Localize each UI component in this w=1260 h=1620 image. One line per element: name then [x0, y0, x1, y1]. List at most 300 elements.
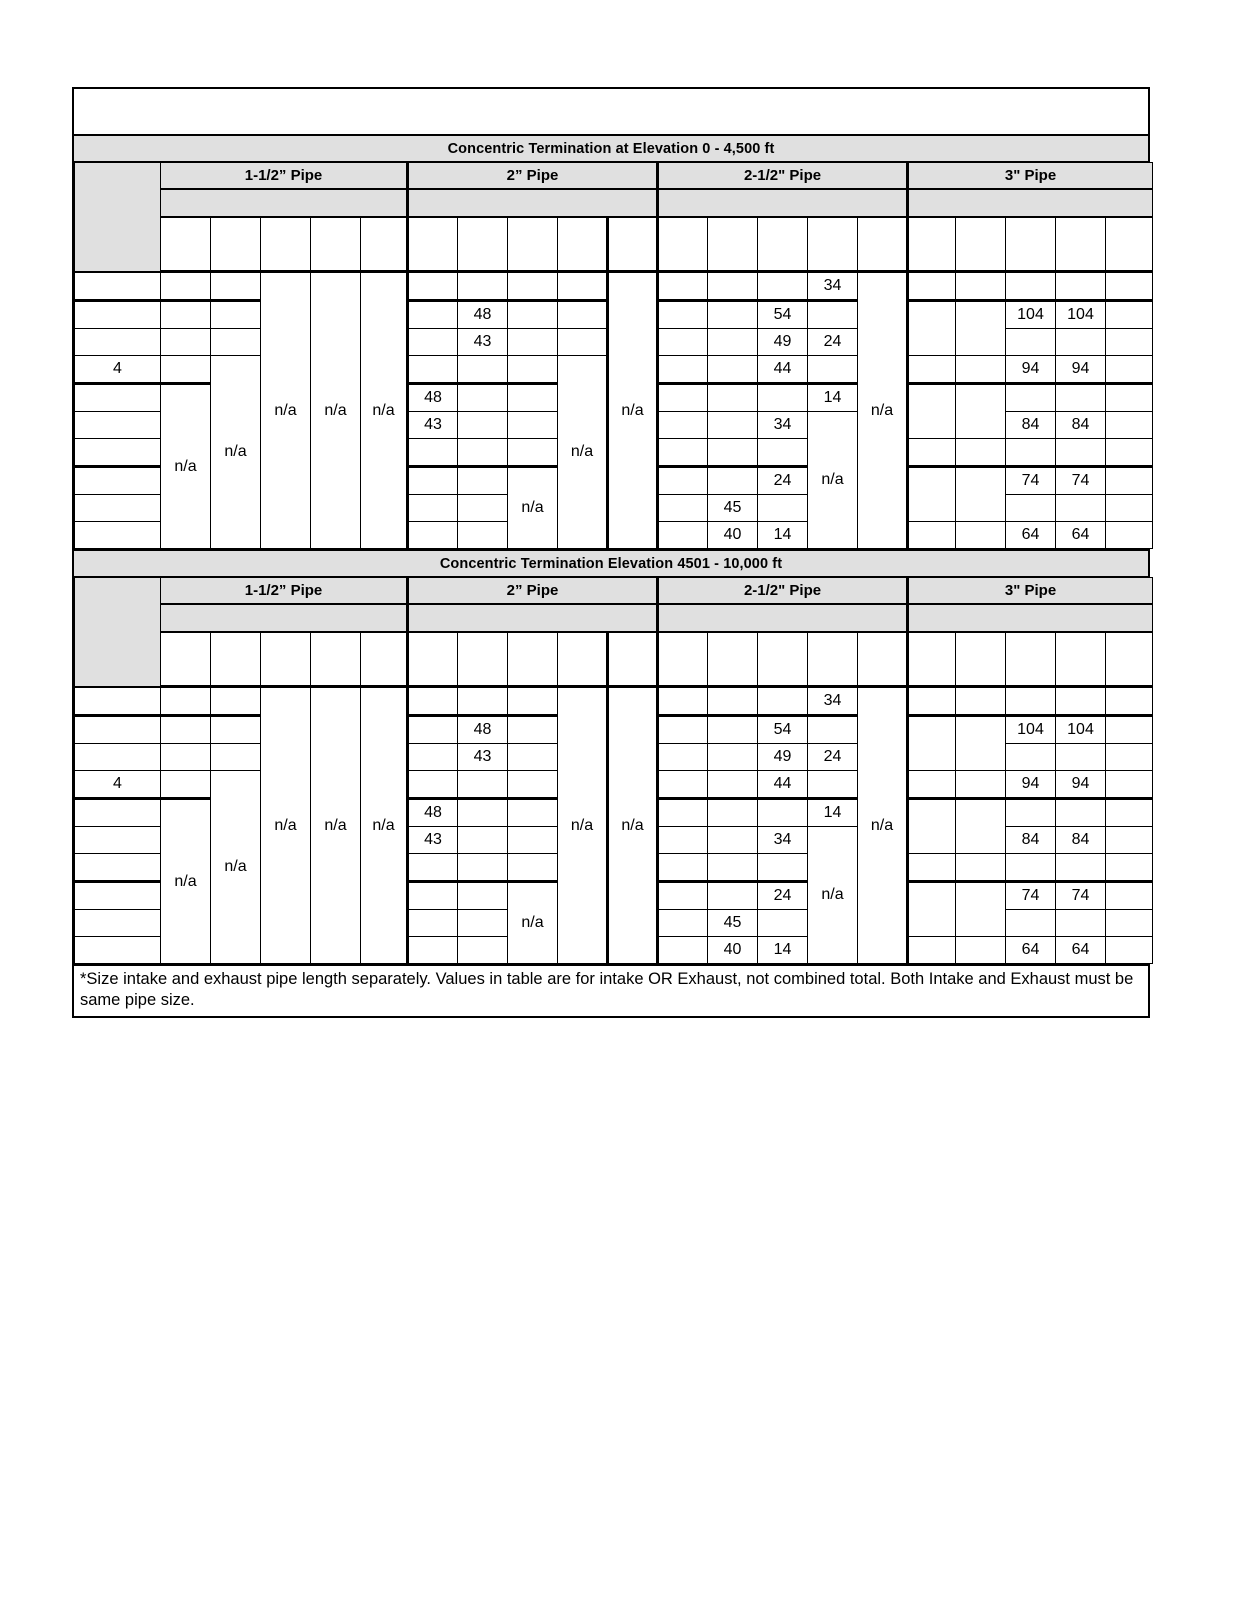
na-cell: n/a — [161, 384, 211, 549]
empty-cell — [75, 384, 161, 412]
empty-cell — [458, 272, 508, 301]
pipe-group-spacer-cell — [908, 189, 1153, 217]
empty-cell — [408, 937, 458, 964]
empty-cell — [75, 522, 161, 549]
empty-cell — [1106, 827, 1153, 854]
value-cell: 14 — [758, 522, 808, 549]
pipe-group-spacer-cell — [658, 189, 908, 217]
column-header-cell — [261, 217, 311, 272]
value-cell: 104 — [1056, 716, 1106, 744]
empty-cell — [508, 799, 558, 827]
value-cell: 49 — [758, 744, 808, 771]
empty-cell — [408, 439, 458, 467]
empty-cell — [658, 687, 708, 716]
empty-cell — [956, 522, 1006, 549]
value-cell: 104 — [1056, 301, 1106, 329]
empty-cell — [808, 716, 858, 744]
empty-cell — [1106, 329, 1153, 356]
pipe-size-header: 2-1/2" Pipe — [658, 578, 908, 605]
na-cell: n/a — [261, 687, 311, 964]
empty-cell — [408, 687, 458, 716]
empty-cell — [1106, 495, 1153, 522]
value-cell: 14 — [808, 384, 858, 412]
column-header-cell — [708, 632, 758, 687]
value-cell: 64 — [1006, 522, 1056, 549]
empty-cell — [708, 827, 758, 854]
empty-cell — [1106, 439, 1153, 467]
empty-cell — [1106, 384, 1153, 412]
empty-cell — [758, 799, 808, 827]
value-cell: 43 — [408, 827, 458, 854]
empty-cell — [708, 854, 758, 882]
column-header-cell — [311, 217, 361, 272]
empty-cell — [1006, 910, 1056, 937]
empty-cell — [1006, 384, 1056, 412]
section-title-elevation-0-4500: Concentric Termination at Elevation 0 - 4,500 ft — [74, 136, 1148, 162]
column-header-cell — [1056, 217, 1106, 272]
column-header-cell — [1006, 632, 1056, 687]
empty-cell — [658, 467, 708, 495]
empty-cell — [708, 356, 758, 384]
empty-cell — [75, 744, 161, 771]
empty-cell — [1106, 799, 1153, 827]
empty-cell — [1056, 799, 1106, 827]
empty-cell — [161, 744, 211, 771]
empty-cell — [161, 687, 211, 716]
value-cell: 49 — [758, 329, 808, 356]
empty-cell — [508, 384, 558, 412]
column-header-cell — [808, 217, 858, 272]
column-header-cell — [311, 632, 361, 687]
empty-cell — [408, 910, 458, 937]
column-header-cell — [608, 217, 658, 272]
column-header-cell — [658, 632, 708, 687]
pipe-group-spacer-cell — [161, 604, 408, 632]
empty-cell — [1106, 412, 1153, 439]
empty-cell — [1056, 744, 1106, 771]
empty-cell — [956, 687, 1006, 716]
na-cell: n/a — [608, 272, 658, 549]
value-cell: 14 — [758, 937, 808, 964]
empty-cell — [708, 882, 758, 910]
empty-cell — [75, 854, 161, 882]
column-header-cell — [161, 217, 211, 272]
termination-grid-elevation-4501-10000 — [74, 577, 1153, 964]
empty-cell — [658, 356, 708, 384]
empty-cell — [458, 384, 508, 412]
na-cell: n/a — [858, 272, 908, 549]
empty-cell — [458, 882, 508, 910]
empty-cell — [458, 495, 508, 522]
empty-cell — [211, 687, 261, 716]
empty-cell — [708, 799, 758, 827]
empty-cell — [908, 384, 956, 439]
column-header-cell — [956, 217, 1006, 272]
empty-cell — [908, 882, 956, 937]
empty-cell — [408, 744, 458, 771]
empty-cell — [908, 301, 956, 356]
na-cell: n/a — [311, 687, 361, 964]
empty-cell — [758, 384, 808, 412]
value-cell: 94 — [1056, 771, 1106, 799]
value-cell: 4 — [75, 356, 161, 384]
empty-cell — [508, 854, 558, 882]
empty-cell — [908, 854, 956, 882]
value-cell: 104 — [1006, 301, 1056, 329]
value-cell: 34 — [758, 827, 808, 854]
pipe-size-header: 2” Pipe — [408, 578, 658, 605]
empty-cell — [161, 329, 211, 356]
empty-cell — [458, 687, 508, 716]
empty-cell — [708, 716, 758, 744]
column-header-cell — [361, 217, 408, 272]
empty-cell — [658, 937, 708, 964]
empty-cell — [458, 937, 508, 964]
value-cell: 40 — [708, 522, 758, 549]
value-cell: 94 — [1006, 356, 1056, 384]
value-cell: 64 — [1006, 937, 1056, 964]
column-header-cell — [408, 632, 458, 687]
column-header-cell — [858, 217, 908, 272]
empty-cell — [211, 272, 261, 301]
column-header-cell — [608, 632, 658, 687]
empty-cell — [1106, 716, 1153, 744]
empty-cell — [75, 882, 161, 910]
na-cell: n/a — [361, 687, 408, 964]
empty-cell — [75, 827, 161, 854]
empty-cell — [75, 439, 161, 467]
empty-cell — [408, 467, 458, 495]
na-cell: n/a — [361, 272, 408, 549]
column-header-cell — [1106, 217, 1153, 272]
termination-grid-elevation-0-4500 — [74, 162, 1153, 549]
column-header-cell — [908, 632, 956, 687]
column-header-cell — [558, 632, 608, 687]
empty-cell — [211, 301, 261, 329]
empty-cell — [211, 744, 261, 771]
empty-cell — [458, 827, 508, 854]
empty-cell — [908, 467, 956, 522]
empty-cell — [758, 272, 808, 301]
empty-cell — [408, 522, 458, 549]
empty-cell — [658, 329, 708, 356]
empty-cell — [508, 716, 558, 744]
na-cell: n/a — [808, 827, 858, 964]
value-cell: 14 — [808, 799, 858, 827]
empty-cell — [908, 272, 956, 301]
empty-cell — [908, 937, 956, 964]
value-cell: 74 — [1006, 882, 1056, 910]
na-cell: n/a — [211, 771, 261, 964]
empty-cell — [75, 937, 161, 964]
empty-cell — [1056, 687, 1106, 716]
empty-cell — [161, 301, 211, 329]
value-cell: 43 — [458, 329, 508, 356]
empty-cell — [956, 272, 1006, 301]
empty-cell — [458, 356, 508, 384]
empty-cell — [908, 716, 956, 771]
empty-cell — [408, 301, 458, 329]
value-cell: 94 — [1056, 356, 1106, 384]
empty-cell — [758, 495, 808, 522]
value-cell: 54 — [758, 301, 808, 329]
empty-cell — [75, 329, 161, 356]
value-cell: 34 — [808, 687, 858, 716]
empty-cell — [75, 799, 161, 827]
empty-cell — [75, 301, 161, 329]
empty-cell — [1056, 272, 1106, 301]
value-cell: 94 — [1006, 771, 1056, 799]
empty-cell — [708, 272, 758, 301]
column-header-cell — [956, 632, 1006, 687]
na-cell: n/a — [858, 687, 908, 964]
empty-cell — [408, 716, 458, 744]
empty-cell — [508, 439, 558, 467]
empty-cell — [508, 412, 558, 439]
value-cell: 48 — [408, 384, 458, 412]
empty-cell — [708, 467, 758, 495]
pipe-group-spacer-cell — [408, 604, 658, 632]
value-cell: 43 — [458, 744, 508, 771]
empty-cell — [408, 495, 458, 522]
empty-cell — [808, 301, 858, 329]
empty-cell — [458, 854, 508, 882]
empty-cell — [458, 467, 508, 495]
empty-cell — [708, 771, 758, 799]
column-header-cell — [758, 217, 808, 272]
empty-cell — [1106, 882, 1153, 910]
na-cell: n/a — [261, 272, 311, 549]
footnote: *Size intake and exhaust pipe length separately. Values in table are for intake OR Exhaust, not combined total. Both Intake and Exhaust must be same pipe size. — [74, 964, 1148, 1016]
na-cell: n/a — [558, 356, 608, 549]
column-header-cell — [758, 632, 808, 687]
empty-cell — [758, 439, 808, 467]
empty-cell — [758, 687, 808, 716]
value-cell: 74 — [1056, 882, 1106, 910]
value-cell: 104 — [1006, 716, 1056, 744]
empty-cell — [658, 495, 708, 522]
value-cell: 84 — [1056, 412, 1106, 439]
empty-cell — [1106, 467, 1153, 495]
empty-cell — [1106, 687, 1153, 716]
value-cell: 74 — [1006, 467, 1056, 495]
empty-cell — [408, 356, 458, 384]
empty-cell — [658, 384, 708, 412]
empty-cell — [808, 356, 858, 384]
na-cell: n/a — [508, 467, 558, 549]
value-cell: 45 — [708, 910, 758, 937]
column-header-cell — [211, 632, 261, 687]
column-header-cell — [508, 632, 558, 687]
table-top-blank-row — [74, 89, 1148, 136]
value-cell: 34 — [758, 412, 808, 439]
pipe-size-header: 2-1/2" Pipe — [658, 163, 908, 190]
na-cell: n/a — [161, 799, 211, 964]
empty-cell — [908, 522, 956, 549]
empty-cell — [1056, 910, 1106, 937]
empty-cell — [458, 910, 508, 937]
column-header-cell — [261, 632, 311, 687]
empty-cell — [508, 301, 558, 329]
empty-cell — [211, 329, 261, 356]
empty-cell — [956, 356, 1006, 384]
empty-cell — [458, 799, 508, 827]
value-cell: 64 — [1056, 937, 1106, 964]
empty-cell — [1106, 522, 1153, 549]
pipe-size-header: 2” Pipe — [408, 163, 658, 190]
empty-cell — [908, 771, 956, 799]
empty-cell — [908, 356, 956, 384]
empty-cell — [1106, 744, 1153, 771]
pipe-size-header: 3" Pipe — [908, 578, 1153, 605]
empty-cell — [458, 412, 508, 439]
empty-cell — [658, 799, 708, 827]
empty-cell — [956, 882, 1006, 937]
empty-cell — [1006, 272, 1056, 301]
empty-cell — [956, 716, 1006, 771]
empty-cell — [75, 716, 161, 744]
empty-cell — [558, 272, 608, 301]
column-header-cell — [361, 632, 408, 687]
empty-cell — [658, 744, 708, 771]
empty-cell — [508, 687, 558, 716]
empty-cell — [1056, 384, 1106, 412]
section-title-elevation-4501-10000: Concentric Termination Elevation 4501 - 10,000 ft — [74, 549, 1148, 577]
empty-cell — [458, 771, 508, 799]
empty-cell — [558, 301, 608, 329]
empty-cell — [758, 854, 808, 882]
empty-cell — [1006, 854, 1056, 882]
concentric-termination-table — [72, 87, 1150, 1018]
empty-cell — [1106, 301, 1153, 329]
empty-cell — [908, 687, 956, 716]
empty-cell — [708, 439, 758, 467]
column-header-cell — [211, 217, 261, 272]
na-cell: n/a — [311, 272, 361, 549]
value-cell: 48 — [458, 301, 508, 329]
empty-cell — [708, 301, 758, 329]
column-header-cell — [508, 217, 558, 272]
empty-cell — [956, 467, 1006, 522]
empty-cell — [408, 771, 458, 799]
value-cell: 24 — [758, 882, 808, 910]
row-header-cell — [75, 578, 161, 687]
empty-cell — [658, 272, 708, 301]
empty-cell — [956, 799, 1006, 854]
empty-cell — [75, 910, 161, 937]
empty-cell — [1106, 910, 1153, 937]
empty-cell — [658, 827, 708, 854]
pipe-group-spacer-cell — [658, 604, 908, 632]
pipe-size-header: 1-1/2” Pipe — [161, 578, 408, 605]
empty-cell — [956, 771, 1006, 799]
empty-cell — [908, 439, 956, 467]
empty-cell — [658, 412, 708, 439]
empty-cell — [458, 439, 508, 467]
empty-cell — [956, 439, 1006, 467]
empty-cell — [1056, 439, 1106, 467]
empty-cell — [161, 272, 211, 301]
empty-cell — [211, 716, 261, 744]
na-cell: n/a — [211, 356, 261, 549]
empty-cell — [658, 882, 708, 910]
value-cell: 48 — [408, 799, 458, 827]
column-header-cell — [1106, 632, 1153, 687]
value-cell: 24 — [808, 744, 858, 771]
empty-cell — [408, 854, 458, 882]
empty-cell — [1106, 937, 1153, 964]
empty-cell — [161, 356, 211, 384]
empty-cell — [161, 716, 211, 744]
value-cell: 64 — [1056, 522, 1106, 549]
empty-cell — [908, 799, 956, 854]
na-cell: n/a — [558, 687, 608, 964]
empty-cell — [1006, 439, 1056, 467]
empty-cell — [808, 771, 858, 799]
na-cell: n/a — [608, 687, 658, 964]
empty-cell — [708, 384, 758, 412]
pipe-group-spacer-cell — [161, 189, 408, 217]
empty-cell — [956, 384, 1006, 439]
empty-cell — [1006, 687, 1056, 716]
empty-cell — [1106, 356, 1153, 384]
empty-cell — [558, 329, 608, 356]
column-header-cell — [458, 217, 508, 272]
empty-cell — [508, 329, 558, 356]
empty-cell — [1056, 854, 1106, 882]
empty-cell — [658, 910, 708, 937]
empty-cell — [75, 467, 161, 495]
empty-cell — [1056, 329, 1106, 356]
empty-cell — [658, 716, 708, 744]
empty-cell — [75, 272, 161, 301]
value-cell: 43 — [408, 412, 458, 439]
value-cell: 44 — [758, 771, 808, 799]
empty-cell — [508, 744, 558, 771]
empty-cell — [956, 301, 1006, 356]
empty-cell — [708, 687, 758, 716]
value-cell: 84 — [1006, 827, 1056, 854]
column-header-cell — [1006, 217, 1056, 272]
empty-cell — [658, 522, 708, 549]
empty-cell — [708, 329, 758, 356]
pipe-size-header: 3" Pipe — [908, 163, 1153, 190]
column-header-cell — [658, 217, 708, 272]
empty-cell — [658, 771, 708, 799]
column-header-cell — [558, 217, 608, 272]
empty-cell — [956, 854, 1006, 882]
empty-cell — [658, 439, 708, 467]
column-header-cell — [1056, 632, 1106, 687]
empty-cell — [408, 329, 458, 356]
value-cell: 34 — [808, 272, 858, 301]
column-header-cell — [908, 217, 956, 272]
empty-cell — [508, 771, 558, 799]
empty-cell — [658, 854, 708, 882]
value-cell: 74 — [1056, 467, 1106, 495]
empty-cell — [75, 412, 161, 439]
empty-cell — [1006, 744, 1056, 771]
na-cell: n/a — [808, 412, 858, 549]
value-cell: 54 — [758, 716, 808, 744]
empty-cell — [1106, 771, 1153, 799]
value-cell: 40 — [708, 937, 758, 964]
empty-cell — [1006, 329, 1056, 356]
value-cell: 45 — [708, 495, 758, 522]
row-header-cell — [75, 163, 161, 272]
empty-cell — [658, 301, 708, 329]
empty-cell — [1056, 495, 1106, 522]
